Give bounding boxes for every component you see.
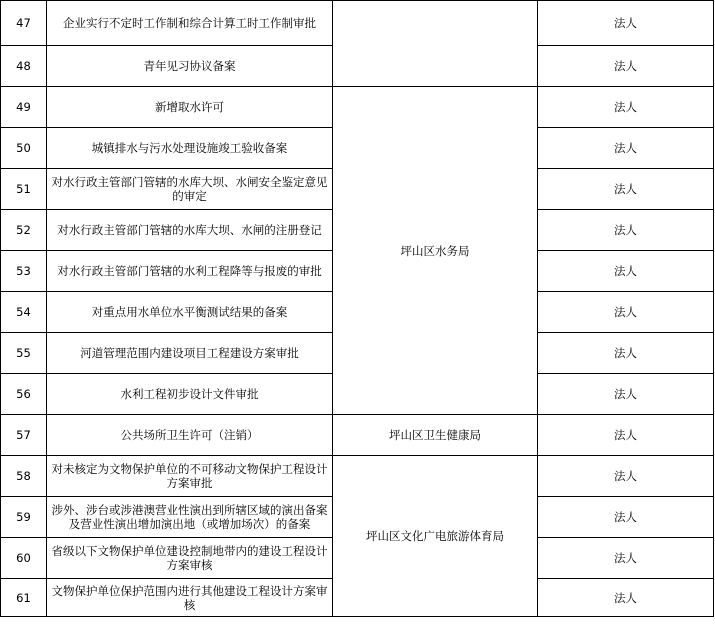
- target-type: 法人: [538, 292, 714, 333]
- row-number: 49: [1, 87, 47, 128]
- row-number: 51: [1, 169, 47, 210]
- row-number: 59: [1, 497, 47, 538]
- row-number: 58: [1, 456, 47, 497]
- target-type: 法人: [538, 46, 714, 87]
- table-row: [1, 415, 714, 456]
- row-number: 61: [1, 579, 47, 617]
- department-culture: 坪山区文化广电旅游体育局: [333, 456, 538, 617]
- target-type: 法人: [538, 210, 714, 251]
- item-name: 省级以下文物保护单位建设控制地带内的建设工程设计方案审核: [47, 538, 333, 579]
- item-name: 对未核定为文物保护单位的不可移动文物保护工程设计方案审批: [47, 456, 333, 497]
- target-type: 法人: [538, 87, 714, 128]
- target-type: 法人: [538, 128, 714, 169]
- table-row: [1, 87, 714, 128]
- department-health: 坪山区卫生健康局: [333, 415, 538, 456]
- row-number: 56: [1, 374, 47, 415]
- target-type: 法人: [538, 456, 714, 497]
- item-name: 对重点用水单位水平衡测试结果的备案: [47, 292, 333, 333]
- target-type: 法人: [538, 374, 714, 415]
- item-name: 公共场所卫生许可（注销）: [47, 415, 333, 456]
- row-number: 52: [1, 210, 47, 251]
- item-name: 青年见习协议备案: [47, 46, 333, 87]
- target-type: 法人: [538, 251, 714, 292]
- target-type: 法人: [538, 497, 714, 538]
- row-number: 60: [1, 538, 47, 579]
- item-name: 对水行政主管部门管辖的水库大坝、水闸安全鉴定意见的审定: [47, 169, 333, 210]
- row-number: 47: [1, 1, 47, 46]
- item-name: 企业实行不定时工作制和综合计算工时工作制审批: [47, 1, 333, 46]
- target-type: 法人: [538, 538, 714, 579]
- row-number: 50: [1, 128, 47, 169]
- item-name: 城镇排水与污水处理设施竣工验收备案: [47, 128, 333, 169]
- target-type: 法人: [538, 579, 714, 617]
- table-row: [1, 456, 714, 497]
- target-type: 法人: [538, 333, 714, 374]
- row-number: 53: [1, 251, 47, 292]
- department-cell-empty: [333, 1, 538, 87]
- department-water: 坪山区水务局: [333, 87, 538, 415]
- row-number: 55: [1, 333, 47, 374]
- item-name: 河道管理范围内建设项目工程建设方案审批: [47, 333, 333, 374]
- item-name: 涉外、涉台或涉港澳营业性演出到所辖区域的演出备案及营业性演出增加演出地（或增加场次）的备案: [47, 497, 333, 538]
- item-name: 新增取水许可: [47, 87, 333, 128]
- target-type: 法人: [538, 1, 714, 46]
- target-type: 法人: [538, 415, 714, 456]
- row-number: 54: [1, 292, 47, 333]
- item-name: 水利工程初步设计文件审批: [47, 374, 333, 415]
- row-number: 48: [1, 46, 47, 87]
- item-name: 文物保护单位保护范围内进行其他建设工程设计方案审核: [47, 579, 333, 617]
- target-type: 法人: [538, 169, 714, 210]
- row-number: 57: [1, 415, 47, 456]
- item-name: 对水行政主管部门管辖的水库大坝、水闸的注册登记: [47, 210, 333, 251]
- table-row: [1, 1, 714, 46]
- item-name: 对水行政主管部门管辖的水利工程降等与报废的审批: [47, 251, 333, 292]
